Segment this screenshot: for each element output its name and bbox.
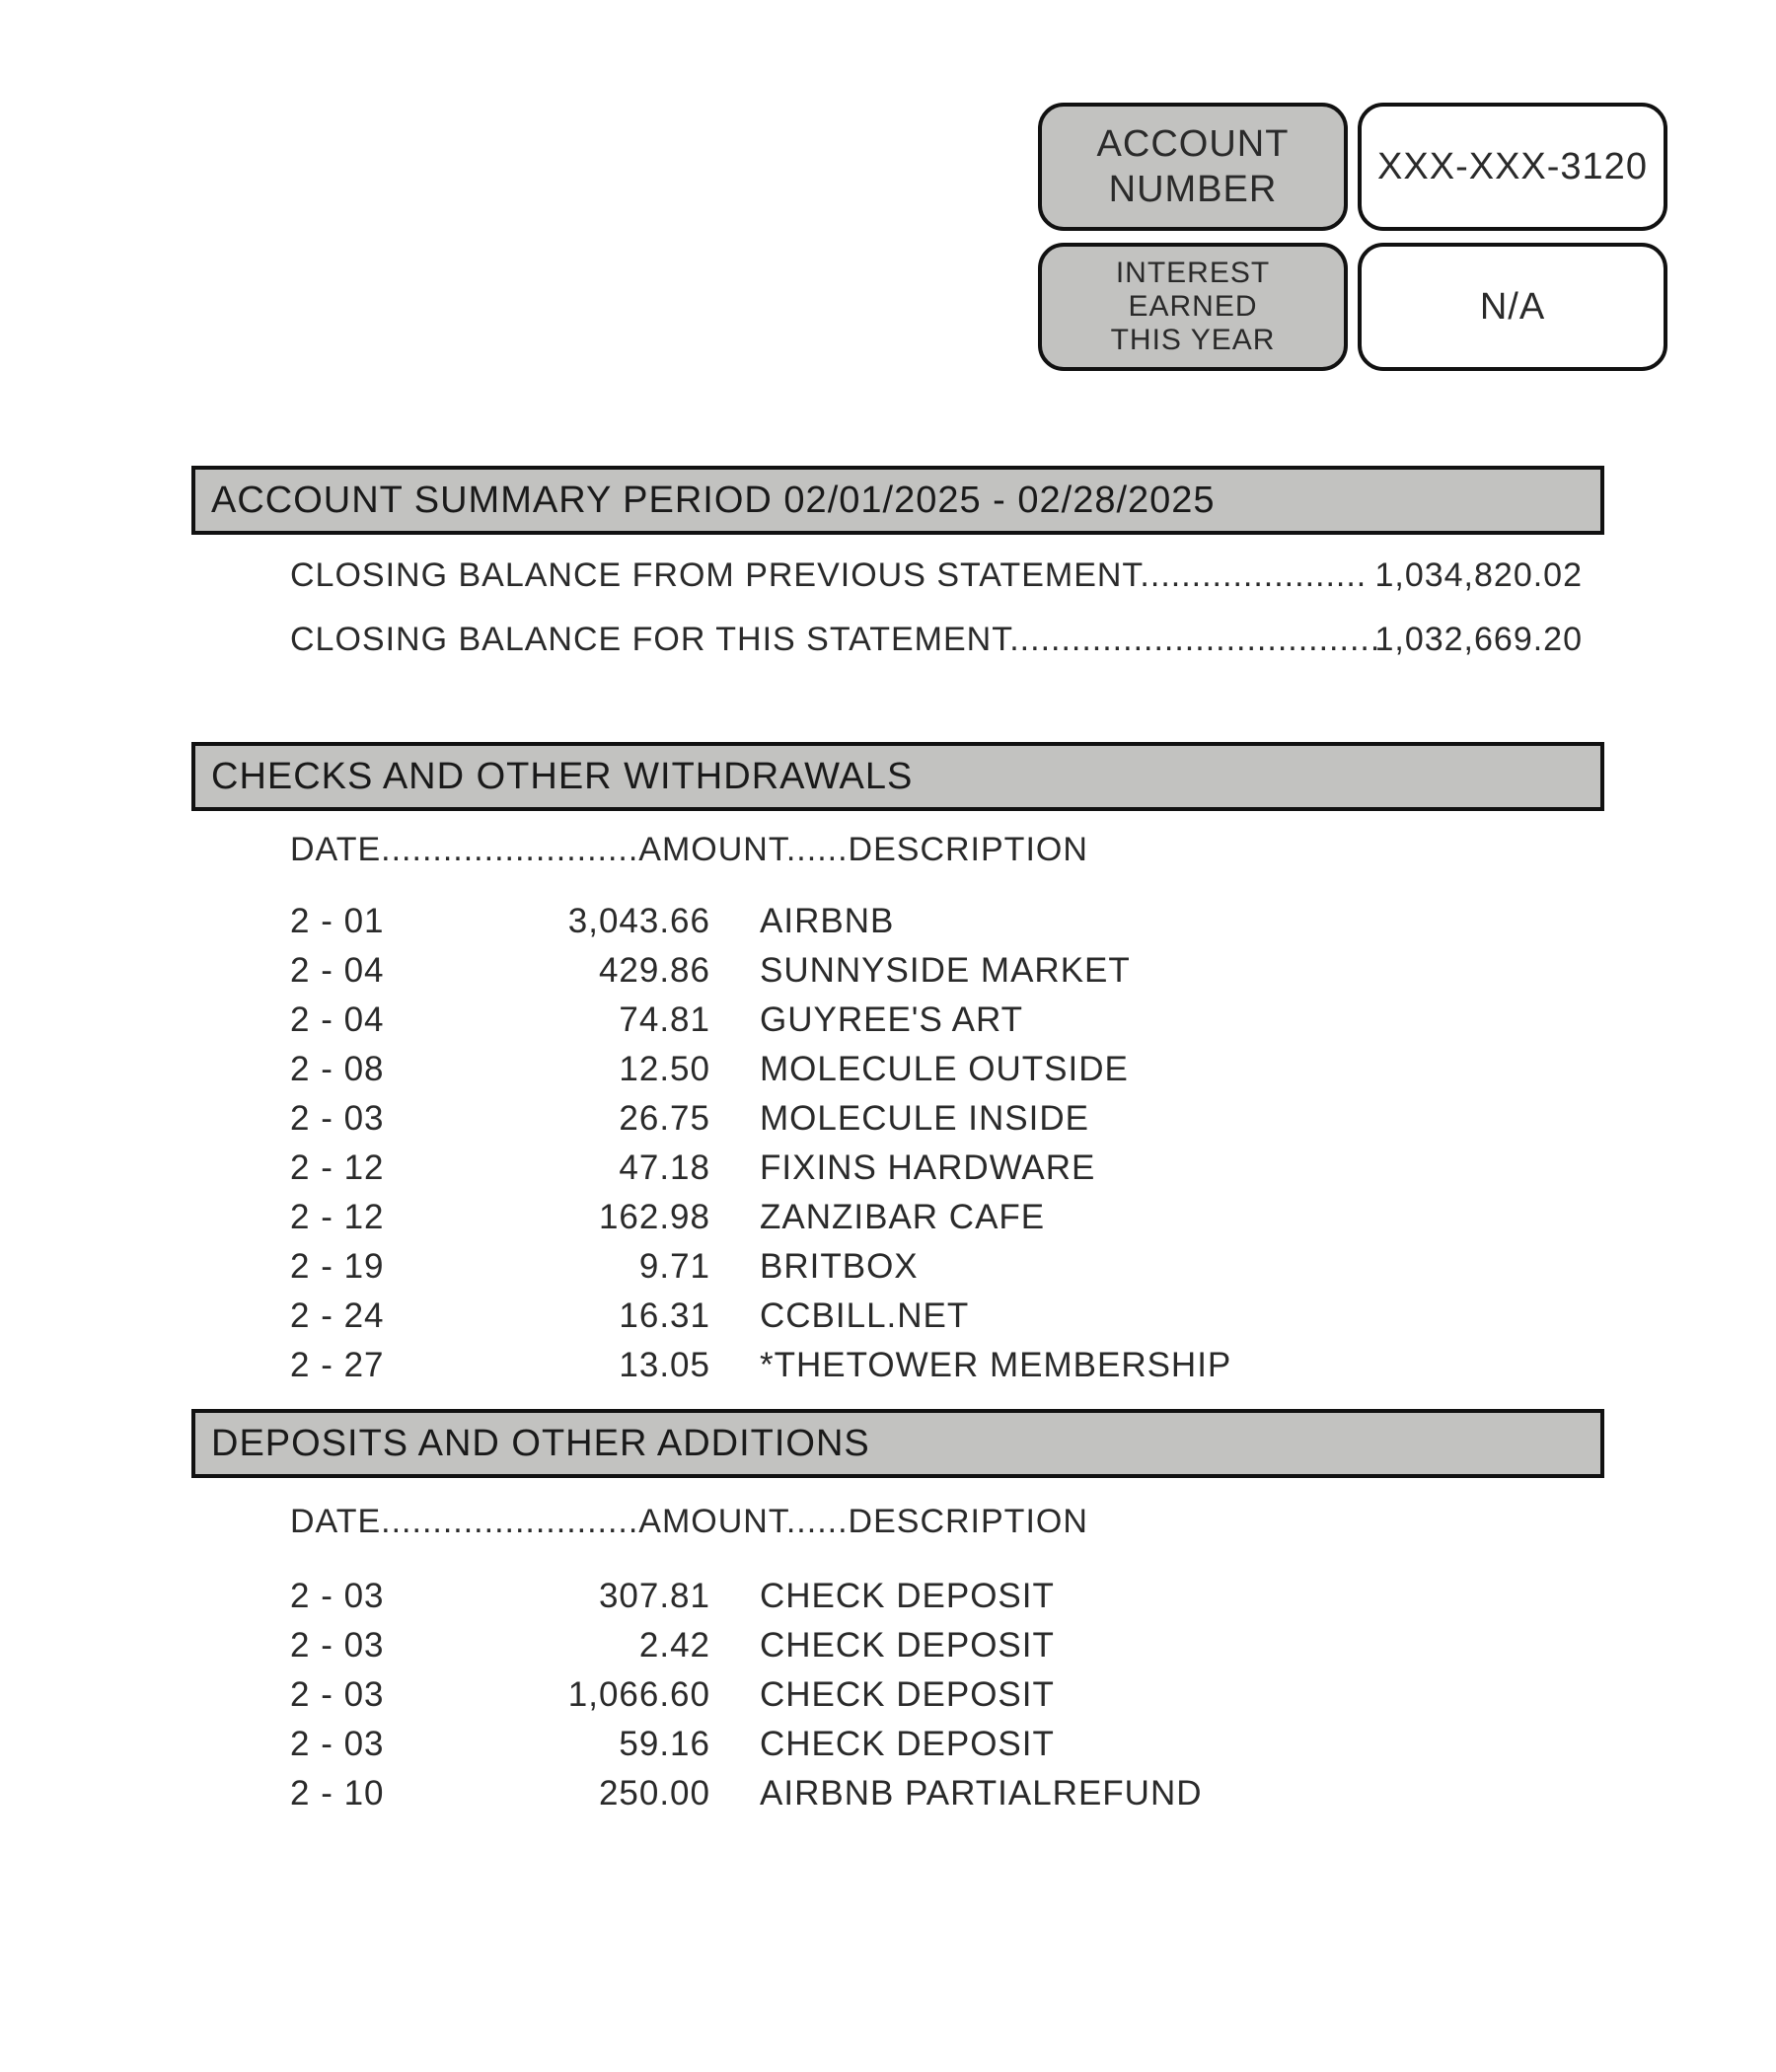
row-date: 2 - 03: [290, 1725, 385, 1763]
summary-row-label: CLOSING BALANCE FOR THIS STATEMENT....................................: [290, 621, 1381, 658]
summary-row-value: 1,034,820.02: [1374, 556, 1583, 594]
row-description: AIRBNB PARTIALREFUND: [760, 1774, 1203, 1813]
account-number-value-box: [1358, 103, 1667, 231]
row-description: MOLECULE INSIDE: [760, 1099, 1089, 1138]
account-summary-title: ACCOUNT SUMMARY PERIOD 02/01/2025 - 02/28/2025: [211, 479, 1216, 521]
table-row: [290, 1725, 1474, 1774]
table-row: [290, 951, 1474, 1000]
row-description: MOLECULE OUTSIDE: [760, 1050, 1129, 1088]
row-date: 2 - 10: [290, 1774, 385, 1813]
row-description: GUYREE'S ART: [760, 1000, 1023, 1039]
account-summary-header: [191, 466, 1604, 535]
summary-row-previous: [290, 556, 1583, 604]
summary-row-value: 1,032,669.20: [1374, 621, 1583, 658]
row-description: ZANZIBAR CAFE: [760, 1198, 1046, 1236]
row-amount: 2.42: [638, 1626, 710, 1665]
row-description: *THETOWER MEMBERSHIP: [760, 1346, 1232, 1384]
summary-row-current: [290, 621, 1583, 668]
deposits-title: DEPOSITS AND OTHER ADDITIONS: [211, 1422, 870, 1464]
row-date: 2 - 03: [290, 1099, 385, 1138]
row-description: FIXINS HARDWARE: [760, 1148, 1096, 1187]
table-row: [290, 1148, 1474, 1198]
row-amount: 47.18: [619, 1148, 710, 1187]
summary-row-label: CLOSING BALANCE FROM PREVIOUS STATEMENT......................: [290, 556, 1368, 594]
deposits-column-header: DATE.........................AMOUNT......DESCRIPTION: [290, 1503, 1088, 1540]
row-amount: 26.75: [619, 1099, 710, 1138]
row-amount: 429.86: [598, 951, 710, 990]
account-number-value: XXX-XXX-3120: [1377, 145, 1648, 187]
table-row: [290, 1675, 1474, 1725]
row-amount: 13.05: [619, 1346, 710, 1384]
row-date: 2 - 03: [290, 1626, 385, 1665]
row-amount: 3,043.66: [567, 902, 710, 940]
row-date: 2 - 12: [290, 1148, 385, 1187]
row-amount: 9.71: [638, 1247, 710, 1286]
row-description: AIRBNB: [760, 902, 895, 940]
row-date: 2 - 03: [290, 1577, 385, 1615]
withdrawals-title: CHECKS AND OTHER WITHDRAWALS: [211, 755, 914, 797]
account-number-label-box: [1038, 103, 1348, 231]
interest-value-box: [1358, 243, 1667, 371]
interest-label-box: [1038, 243, 1348, 371]
row-amount: 162.98: [598, 1198, 710, 1236]
row-date: 2 - 19: [290, 1247, 385, 1286]
table-row: [290, 1577, 1474, 1626]
row-description: CHECK DEPOSIT: [760, 1577, 1055, 1615]
row-date: 2 - 01: [290, 902, 385, 940]
row-description: CHECK DEPOSIT: [760, 1675, 1055, 1714]
row-date: 2 - 04: [290, 951, 385, 990]
row-date: 2 - 03: [290, 1675, 385, 1714]
table-row: [290, 1247, 1474, 1296]
row-date: 2 - 12: [290, 1198, 385, 1236]
row-amount: 74.81: [619, 1000, 710, 1039]
table-row: [290, 1774, 1474, 1823]
table-row: [290, 1198, 1474, 1247]
table-row: [290, 1626, 1474, 1675]
row-date: 2 - 08: [290, 1050, 385, 1088]
table-row: [290, 1099, 1474, 1148]
account-number-label: ACCOUNT NUMBER: [1096, 123, 1290, 210]
row-amount: 1,066.60: [567, 1675, 710, 1714]
withdrawals-column-header: DATE.........................AMOUNT......DESCRIPTION: [290, 831, 1088, 868]
row-amount: 59.16: [619, 1725, 710, 1763]
row-description: CHECK DEPOSIT: [760, 1626, 1055, 1665]
table-row: [290, 1050, 1474, 1099]
row-amount: 250.00: [598, 1774, 710, 1813]
row-amount: 12.50: [619, 1050, 710, 1088]
row-description: CHECK DEPOSIT: [760, 1725, 1055, 1763]
table-row: [290, 1296, 1474, 1346]
row-date: 2 - 04: [290, 1000, 385, 1039]
table-row: [290, 902, 1474, 951]
row-amount: 16.31: [619, 1296, 710, 1335]
row-description: CCBILL.NET: [760, 1296, 970, 1335]
withdrawals-list: [290, 902, 1474, 1395]
row-date: 2 - 27: [290, 1346, 385, 1384]
interest-earned-value: N/A: [1479, 285, 1546, 328]
deposits-header: [191, 1409, 1604, 1478]
withdrawals-header: [191, 742, 1604, 811]
table-row: [290, 1346, 1474, 1395]
row-date: 2 - 24: [290, 1296, 385, 1335]
row-description: SUNNYSIDE MARKET: [760, 951, 1131, 990]
table-row: [290, 1000, 1474, 1050]
deposits-list: [290, 1577, 1474, 1823]
row-description: BRITBOX: [760, 1247, 919, 1286]
row-amount: 307.81: [598, 1577, 710, 1615]
interest-earned-label: INTEREST EARNED THIS YEAR: [1110, 257, 1276, 356]
